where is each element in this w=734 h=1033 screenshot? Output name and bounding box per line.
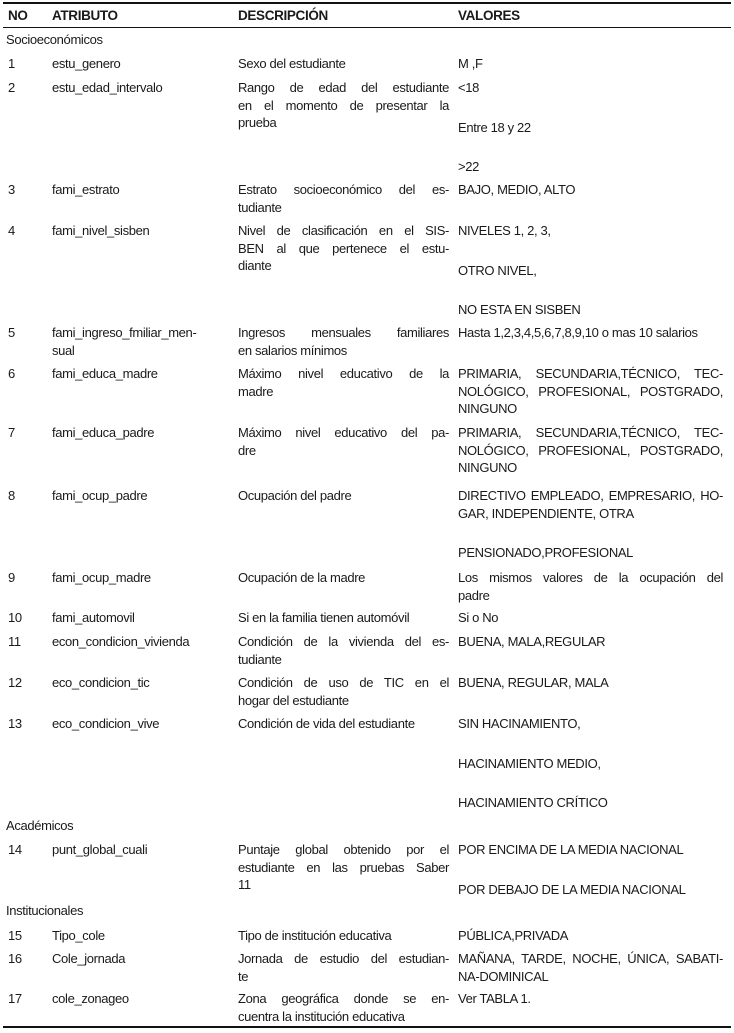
row-number: 5 bbox=[8, 325, 15, 340]
cell-line: PÚBLICA,PRIVADA bbox=[458, 928, 569, 943]
attribute-name bbox=[52, 55, 230, 73]
value-item bbox=[458, 715, 723, 733]
header-atributo: ATRIBUTO bbox=[52, 8, 118, 23]
cell-line: Condición de uso de TIC en el bbox=[238, 675, 449, 690]
row-number: 12 bbox=[8, 675, 22, 690]
header-valores: VALORES bbox=[458, 8, 520, 23]
cell-line: PRIMARIA, SECUNDARIA,TÉCNICO, TEC- bbox=[458, 425, 723, 440]
header-descripcion: DESCRIPCIÓN bbox=[238, 8, 328, 23]
values bbox=[458, 324, 723, 364]
cell-line: hogar del estudiante bbox=[238, 692, 349, 708]
value-item bbox=[458, 222, 723, 240]
cell-line: HACINAMIENTO CRÍTICO bbox=[458, 795, 608, 810]
cell-line: fami_automovil bbox=[52, 610, 135, 625]
cell-line: estudiante en las pruebas Saber bbox=[238, 859, 449, 875]
value-item bbox=[458, 841, 723, 859]
section-title: Socioeconómicos bbox=[6, 32, 103, 47]
values bbox=[458, 841, 723, 920]
cell-line: Tipo_cole bbox=[52, 928, 105, 943]
description bbox=[238, 487, 449, 505]
attribute-name bbox=[52, 365, 230, 383]
description bbox=[238, 365, 449, 400]
attribute-name bbox=[52, 674, 230, 692]
cell-line: PENSIONADO,PROFESIONAL bbox=[458, 545, 634, 560]
attribute-name bbox=[52, 487, 230, 505]
cell-line: MAÑANA, TARDE, NOCHE, ÚNICA, SABATI- bbox=[458, 951, 723, 966]
cell-line: sual bbox=[52, 342, 75, 358]
description bbox=[238, 569, 449, 587]
cell-line: tudiante bbox=[238, 199, 282, 215]
value-item bbox=[458, 262, 723, 280]
cell-line: NOLÓGICO, PROFESIONAL, POSTGRADO, bbox=[458, 442, 723, 458]
row-number: 15 bbox=[8, 928, 22, 943]
cell-line: Estrato socioeconómico del es- bbox=[238, 182, 449, 197]
value-item bbox=[458, 365, 723, 418]
attribute-name bbox=[52, 222, 230, 240]
values bbox=[458, 715, 723, 834]
value-item bbox=[458, 927, 723, 945]
row-number: 8 bbox=[8, 488, 15, 503]
value-item bbox=[458, 609, 723, 627]
cell-line: NIVELES 1, 2, 3, bbox=[458, 223, 551, 238]
cell-line: Condición de vida del estudiante bbox=[238, 716, 415, 731]
cell-line: SIN HACINAMIENTO, bbox=[458, 716, 581, 731]
cell-line: estu_edad_intervalo bbox=[52, 80, 163, 95]
cell-line: 11 bbox=[238, 877, 251, 892]
cell-line: BUENA, REGULAR, MALA bbox=[458, 675, 609, 690]
cell-line: fami_educa_madre bbox=[52, 366, 158, 381]
attribute-name bbox=[52, 79, 230, 97]
description bbox=[238, 715, 449, 733]
description bbox=[238, 55, 449, 73]
row-number: 11 bbox=[8, 634, 21, 649]
cell-line: BEN al que pertenece el estu- bbox=[238, 240, 449, 256]
row-number: 17 bbox=[8, 991, 22, 1006]
cell-line: Los mismos valores de la ocupación del bbox=[458, 570, 723, 585]
value-item bbox=[458, 301, 723, 319]
value-item bbox=[458, 324, 723, 342]
cell-line: BUENA, MALA,REGULAR bbox=[458, 634, 606, 649]
cell-line: fami_ingreso_fmiliar_men- bbox=[52, 325, 197, 340]
attribute-name bbox=[52, 633, 230, 651]
values bbox=[458, 674, 723, 714]
cell-line: punt_global_cuali bbox=[52, 842, 148, 857]
row-number: 10 bbox=[8, 610, 22, 625]
description bbox=[238, 674, 449, 709]
cell-line: POR DEBAJO DE LA MEDIA NACIONAL bbox=[458, 881, 686, 897]
row-number: 14 bbox=[8, 842, 22, 857]
cell-line: Entre 18 y 22 bbox=[458, 119, 531, 135]
cell-line: M ,F bbox=[458, 56, 483, 71]
table-top-rule bbox=[3, 2, 731, 4]
cell-line: OTRO NIVEL, bbox=[458, 262, 537, 278]
cell-line: NINGUNO bbox=[458, 401, 517, 416]
values bbox=[458, 181, 723, 221]
description bbox=[238, 927, 449, 945]
cell-line: econ_condicion_vivienda bbox=[52, 634, 190, 649]
section-title: Institucionales bbox=[6, 903, 84, 918]
cell-line: en el momento de presentar la bbox=[238, 97, 449, 113]
value-item bbox=[458, 881, 723, 899]
description bbox=[238, 633, 449, 668]
cell-line: Máximo nivel educativo de la bbox=[238, 366, 449, 381]
cell-line: NA-DOMINICAL bbox=[458, 968, 549, 984]
row-number: 16 bbox=[8, 951, 22, 966]
attribute-name bbox=[52, 609, 230, 627]
cell-line: Nivel de clasificación en el SIS- bbox=[238, 223, 449, 238]
cell-line: madre bbox=[238, 383, 274, 399]
cell-line: NO ESTA EN SISBEN bbox=[458, 302, 581, 317]
cell-line: Si o No bbox=[458, 610, 499, 625]
cell-line: Ocupación del padre bbox=[238, 488, 352, 503]
value-item bbox=[458, 794, 723, 812]
cell-line: Si en la familia tienen automóvil bbox=[238, 610, 410, 625]
attribute-name bbox=[52, 950, 230, 968]
attribute-name bbox=[52, 927, 230, 945]
cell-line: dre bbox=[238, 442, 256, 458]
row-number: 7 bbox=[8, 425, 15, 440]
value-item bbox=[458, 755, 723, 773]
cell-line: fami_estrato bbox=[52, 182, 120, 197]
description bbox=[238, 181, 449, 216]
cell-line: Jornada de estudio del estudian- bbox=[238, 951, 449, 966]
attribute-name bbox=[52, 181, 230, 199]
cell-line: Ocupación de la madre bbox=[238, 570, 366, 585]
cell-line: POR ENCIMA DE LA MEDIA NACIONAL bbox=[458, 842, 684, 857]
cell-line: Cole_jornada bbox=[52, 951, 126, 966]
value-item bbox=[458, 181, 723, 199]
description bbox=[238, 990, 449, 1025]
cell-line: Zona geográfica donde se en- bbox=[238, 991, 449, 1006]
cell-line: NINGUNO bbox=[458, 460, 517, 475]
header-no: NO bbox=[8, 8, 28, 23]
cell-line: eco_condicion_vive bbox=[52, 716, 160, 731]
cell-line: te bbox=[238, 968, 249, 984]
cell-line: Ver TABLA 1. bbox=[458, 991, 531, 1006]
cell-line: estu_genero bbox=[52, 56, 121, 71]
cell-line: prueba bbox=[238, 115, 277, 130]
value-item bbox=[458, 990, 723, 1008]
header-rule bbox=[3, 27, 731, 28]
description bbox=[238, 424, 449, 459]
value-item bbox=[458, 79, 723, 97]
row-number: 9 bbox=[8, 570, 15, 585]
value-item bbox=[458, 55, 723, 73]
row-number: 4 bbox=[8, 223, 15, 238]
description bbox=[238, 841, 449, 894]
row-number: 3 bbox=[8, 182, 15, 197]
cell-line: en salarios mínimos bbox=[238, 342, 347, 358]
cell-line: Máximo nivel educativo del pa- bbox=[238, 425, 449, 440]
description bbox=[238, 222, 449, 275]
cell-line: tudiante bbox=[238, 651, 282, 667]
value-item bbox=[458, 633, 723, 651]
attribute-name bbox=[52, 990, 230, 1008]
description bbox=[238, 324, 449, 359]
cell-line: cuentra la institución educativa bbox=[238, 1008, 405, 1024]
values bbox=[458, 222, 723, 341]
cell-line: fami_nivel_sisben bbox=[52, 223, 150, 238]
cell-line: HACINAMIENTO MEDIO, bbox=[458, 755, 601, 771]
attribute-name bbox=[52, 841, 230, 859]
cell-line: PRIMARIA, SECUNDARIA,TÉCNICO, TEC- bbox=[458, 366, 723, 381]
cell-line: BAJO, MEDIO, ALTO bbox=[458, 182, 576, 197]
cell-line: Hasta 1,2,3,4,5,6,7,8,9,10 o mas 10 salarios bbox=[458, 325, 698, 340]
cell-line: Ingresos mensuales familiares bbox=[238, 325, 449, 340]
value-item bbox=[458, 487, 723, 522]
description bbox=[238, 950, 449, 985]
cell-line: Sexo del estudiante bbox=[238, 56, 346, 71]
cell-line: fami_ocup_madre bbox=[52, 570, 151, 585]
cell-line: Rango de edad del estudiante bbox=[238, 80, 449, 95]
value-item bbox=[458, 424, 723, 477]
cell-line: >22 bbox=[458, 159, 480, 174]
value-item bbox=[458, 158, 723, 176]
row-number: 2 bbox=[8, 80, 15, 95]
description bbox=[238, 609, 449, 627]
table-bottom-rule bbox=[3, 1026, 731, 1028]
cell-line: GAR, INDEPENDIENTE, OTRA bbox=[458, 505, 634, 521]
cell-line: <18 bbox=[458, 80, 480, 95]
cell-line: Puntaje global obtenido por el bbox=[238, 842, 449, 857]
cell-line: padre bbox=[458, 587, 490, 603]
value-item bbox=[458, 950, 723, 985]
cell-line: cole_zonageo bbox=[52, 991, 129, 1006]
cell-line: DIRECTIVO EMPLEADO, EMPRESARIO, HO- bbox=[458, 488, 723, 503]
values bbox=[458, 633, 723, 673]
value-item bbox=[458, 119, 723, 137]
values bbox=[458, 79, 723, 198]
cell-line: fami_ocup_padre bbox=[52, 488, 148, 503]
attribute-name bbox=[52, 324, 230, 359]
attribute-name bbox=[52, 424, 230, 442]
cell-line: NOLÓGICO, PROFESIONAL, POSTGRADO, bbox=[458, 383, 723, 399]
value-item bbox=[458, 569, 723, 604]
attribute-name bbox=[52, 569, 230, 587]
cell-line: Tipo de institución educativa bbox=[238, 928, 392, 943]
value-item bbox=[458, 544, 723, 562]
values bbox=[458, 990, 723, 1030]
cell-line: Condición de la vivienda del es- bbox=[238, 634, 449, 649]
cell-line: fami_educa_padre bbox=[52, 425, 155, 440]
row-number: 1 bbox=[8, 56, 15, 71]
cell-line: eco_condicion_tic bbox=[52, 675, 150, 690]
row-number: 6 bbox=[8, 366, 15, 381]
value-item bbox=[458, 674, 723, 692]
attribute-name bbox=[52, 715, 230, 733]
cell-line: diante bbox=[238, 258, 272, 273]
description bbox=[238, 79, 449, 132]
row-number: 13 bbox=[8, 716, 22, 731]
section-title: Académicos bbox=[6, 818, 74, 833]
